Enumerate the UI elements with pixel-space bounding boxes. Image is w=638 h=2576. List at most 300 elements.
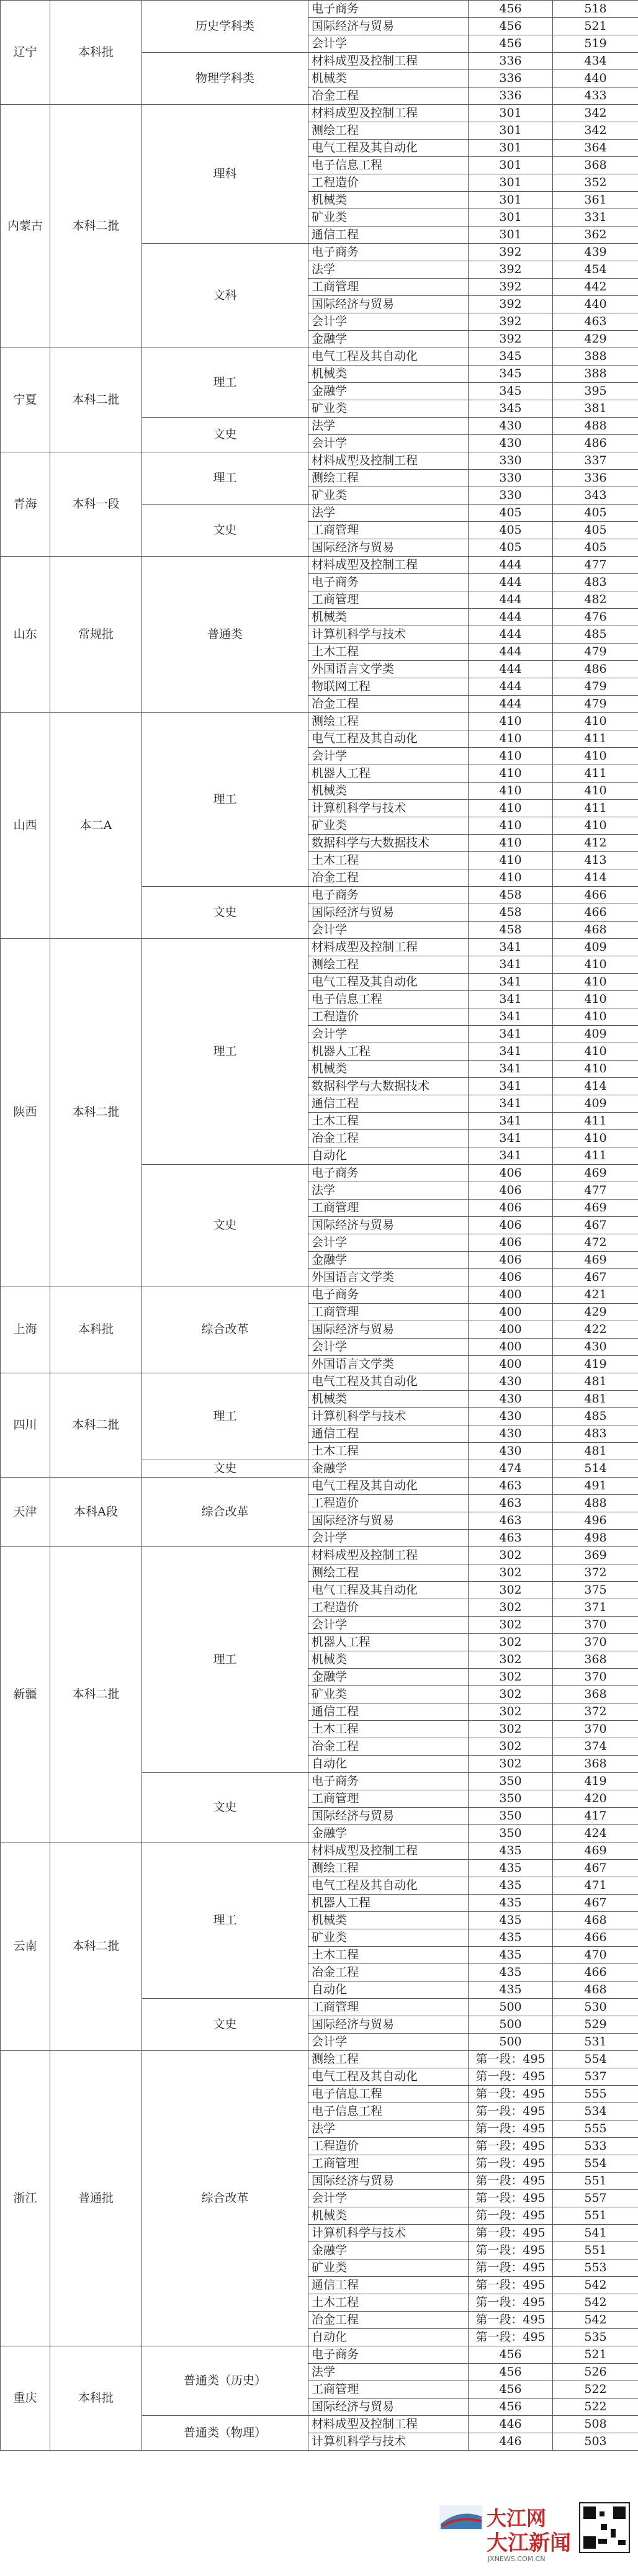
table-row [1,105,638,122]
batch-cell: 本科一段 [50,452,142,557]
control-line-cell: 430 [469,418,553,435]
category-cell: 理工 [142,1373,308,1460]
min-score-cell: 368 [553,1686,638,1703]
control-line-cell: 435 [469,1912,553,1929]
control-line-cell: 第一段：495 [469,2294,553,2312]
category-cell: 综合改革 [142,1478,308,1547]
major-cell: 工商管理 [308,2381,469,2399]
control-line-cell: 341 [469,1008,553,1026]
control-line-cell: 302 [469,1738,553,1756]
category-cell: 普通类（物理） [142,2416,308,2451]
control-line-cell: 341 [469,1113,553,1130]
major-cell: 土木工程 [308,2294,469,2312]
major-cell: 测绘工程 [308,2051,469,2068]
min-score-cell: 440 [553,296,638,313]
min-score-cell: 410 [553,1008,638,1026]
control-line-cell: 第一段：495 [469,2103,553,2120]
min-score-cell: 521 [553,2346,638,2364]
control-line-cell: 336 [469,88,553,105]
control-line-cell: 341 [469,974,553,991]
min-score-cell: 336 [553,470,638,487]
min-score-cell: 476 [553,609,638,626]
min-score-cell: 467 [553,1860,638,1877]
major-cell: 国际经济与贸易 [308,1321,469,1339]
province-cell: 山东 [1,557,50,713]
major-cell: 会计学 [308,2034,469,2051]
control-line-cell: 444 [469,574,553,591]
control-line-cell: 第一段：495 [469,2173,553,2190]
major-cell: 测绘工程 [308,1860,469,1877]
min-score-cell: 374 [553,1738,638,1756]
category-cell: 普通类 [142,557,308,713]
min-score-cell: 551 [553,2173,638,2190]
control-line-cell: 444 [469,626,553,644]
major-cell: 通信工程 [308,227,469,244]
control-line-cell: 336 [469,70,553,88]
min-score-cell: 409 [553,939,638,956]
table-body [1,1,638,2451]
major-cell: 外国语言文学类 [308,1269,469,1286]
min-score-cell: 508 [553,2416,638,2433]
control-line-cell: 第一段：495 [469,2260,553,2277]
major-cell: 会计学 [308,435,469,452]
table-row [1,1842,638,1860]
min-score-cell: 424 [553,1825,638,1842]
major-cell: 冶金工程 [308,1964,469,1981]
control-line-cell: 392 [469,313,553,331]
category-cell: 文史 [142,505,308,557]
control-line-cell: 406 [469,1217,553,1234]
control-line-cell: 435 [469,1877,553,1895]
province-cell: 辽宁 [1,1,50,105]
control-line-cell: 301 [469,105,553,122]
major-cell: 电气工程及其自动化 [308,1478,469,1495]
control-line-cell: 第一段：495 [469,2207,553,2225]
major-cell: 机械类 [308,1912,469,1929]
major-cell: 金融学 [308,331,469,348]
min-score-cell: 419 [553,1773,638,1790]
control-line-cell: 458 [469,922,553,939]
control-line-cell: 444 [469,609,553,626]
table-row [1,1,638,18]
control-line-cell: 500 [469,2016,553,2034]
min-score-cell: 467 [553,1895,638,1912]
major-cell: 材料成型及控制工程 [308,1842,469,1860]
major-cell: 土木工程 [308,1443,469,1460]
control-line-cell: 410 [469,835,553,852]
category-cell: 文科 [142,244,308,348]
control-line-cell: 301 [469,157,553,174]
control-line-cell: 410 [469,800,553,817]
control-line-cell: 406 [469,1252,553,1269]
control-line-cell: 444 [469,678,553,696]
major-cell: 通信工程 [308,2277,469,2294]
major-cell: 法学 [308,261,469,279]
min-score-cell: 364 [553,140,638,157]
control-line-cell: 302 [469,1564,553,1582]
control-line-cell: 446 [469,2433,553,2451]
major-cell: 国际经济与贸易 [308,2399,469,2416]
major-cell: 冶金工程 [308,88,469,105]
control-line-cell: 350 [469,1808,553,1825]
min-score-cell: 410 [553,956,638,974]
control-line-cell: 410 [469,730,553,748]
min-score-cell: 469 [553,1200,638,1217]
major-cell: 工商管理 [308,1999,469,2016]
min-score-cell: 554 [553,2155,638,2173]
province-cell: 上海 [1,1286,50,1373]
major-cell: 电气工程及其自动化 [308,1877,469,1895]
major-cell: 机械类 [308,70,469,88]
control-line-cell: 301 [469,122,553,140]
min-score-cell: 410 [553,783,638,800]
major-cell: 机械类 [308,2207,469,2225]
batch-cell: 本科二批 [50,348,142,452]
min-score-cell: 486 [553,661,638,678]
major-cell: 电气工程及其自动化 [308,974,469,991]
min-score-cell: 557 [553,2190,638,2207]
min-score-cell: 410 [553,1061,638,1078]
major-cell: 计算机科学与技术 [308,800,469,817]
control-line-cell: 456 [469,35,553,53]
control-line-cell: 435 [469,1964,553,1981]
major-cell: 工商管理 [308,522,469,539]
min-score-cell: 542 [553,2312,638,2329]
control-line-cell: 301 [469,192,553,209]
news-watermark [434,2499,633,2574]
min-score-cell: 555 [553,2086,638,2103]
major-cell: 国际经济与贸易 [308,1217,469,1234]
control-line-cell: 400 [469,1321,553,1339]
min-score-cell: 395 [553,383,638,400]
min-score-cell: 414 [553,869,638,887]
control-line-cell: 400 [469,1339,553,1356]
major-cell: 机器人工程 [308,1895,469,1912]
min-score-cell: 466 [553,904,638,922]
major-cell: 计算机科学与技术 [308,1408,469,1425]
min-score-cell: 485 [553,1408,638,1425]
min-score-cell: 530 [553,1999,638,2016]
control-line-cell: 392 [469,244,553,261]
control-line-cell: 410 [469,765,553,783]
min-score-cell: 369 [553,1547,638,1564]
batch-cell: 本科A段 [50,1478,142,1547]
major-cell: 机器人工程 [308,1634,469,1651]
control-line-cell: 302 [469,1669,553,1686]
major-cell: 冶金工程 [308,696,469,713]
control-line-cell: 第一段：495 [469,2051,553,2068]
control-line-cell: 330 [469,452,553,470]
control-line-cell: 430 [469,435,553,452]
control-line-cell: 301 [469,140,553,157]
major-cell: 测绘工程 [308,713,469,730]
min-score-cell: 467 [553,1269,638,1286]
min-score-cell: 388 [553,348,638,366]
min-score-cell: 467 [553,1217,638,1234]
min-score-cell: 503 [553,2433,638,2451]
min-score-cell: 521 [553,18,638,35]
major-cell: 数据科学与大数据技术 [308,835,469,852]
major-cell: 电气工程及其自动化 [308,140,469,157]
control-line-cell: 410 [469,817,553,835]
control-line-cell: 302 [469,1582,553,1599]
watermark-logo-icon [434,2499,633,2574]
control-line-cell: 第一段：495 [469,2225,553,2242]
major-cell: 会计学 [308,1530,469,1547]
min-score-cell: 469 [553,1842,638,1860]
min-score-cell: 411 [553,1113,638,1130]
batch-cell: 本科批 [50,1286,142,1373]
min-score-cell: 342 [553,105,638,122]
major-cell: 自动化 [308,2329,469,2346]
major-cell: 法学 [308,418,469,435]
major-cell: 材料成型及控制工程 [308,53,469,70]
min-score-cell: 410 [553,713,638,730]
min-score-cell: 488 [553,1495,638,1512]
major-cell: 机械类 [308,1651,469,1669]
category-cell: 理工 [142,1547,308,1773]
batch-cell: 本二A [50,713,142,939]
control-line-cell: 302 [469,1651,553,1669]
min-score-cell: 439 [553,244,638,261]
min-score-cell: 468 [553,922,638,939]
major-cell: 会计学 [308,1234,469,1252]
major-cell: 物联网工程 [308,678,469,696]
min-score-cell: 468 [553,1981,638,1999]
min-score-cell: 412 [553,835,638,852]
category-cell: 综合改革 [142,1286,308,1373]
batch-cell: 本科批 [50,2346,142,2451]
major-cell: 工商管理 [308,591,469,609]
min-score-cell: 375 [553,1582,638,1599]
major-cell: 法学 [308,1182,469,1200]
min-score-cell: 372 [553,1703,638,1721]
min-score-cell: 483 [553,574,638,591]
category-cell: 文史 [142,887,308,939]
min-score-cell: 422 [553,1321,638,1339]
control-line-cell: 第一段：495 [469,2120,553,2138]
min-score-cell: 454 [553,261,638,279]
major-cell: 矿业类 [308,209,469,227]
major-cell: 外国语言文学类 [308,661,469,678]
province-cell: 陕西 [1,939,50,1286]
min-score-cell: 410 [553,974,638,991]
table-row [1,2051,638,2068]
min-score-cell: 362 [553,227,638,244]
major-cell: 机械类 [308,1391,469,1408]
control-line-cell: 435 [469,1895,553,1912]
min-score-cell: 466 [553,887,638,904]
batch-cell: 本科批 [50,1,142,105]
major-cell: 电气工程及其自动化 [308,2068,469,2086]
min-score-cell: 370 [553,1617,638,1634]
major-cell: 机械类 [308,783,469,800]
control-line-cell: 341 [469,1043,553,1061]
major-cell: 矿业类 [308,2260,469,2277]
control-line-cell: 341 [469,1078,553,1095]
min-score-cell: 410 [553,817,638,835]
control-line-cell: 302 [469,1756,553,1773]
min-score-cell: 410 [553,1043,638,1061]
control-line-cell: 302 [469,1703,553,1721]
control-line-cell: 410 [469,852,553,869]
min-score-cell: 405 [553,505,638,522]
min-score-cell: 541 [553,2225,638,2242]
major-cell: 矿业类 [308,400,469,418]
control-line-cell: 435 [469,1842,553,1860]
control-line-cell: 500 [469,2034,553,2051]
control-line-cell: 405 [469,522,553,539]
control-line-cell: 第一段：495 [469,2086,553,2103]
control-line-cell: 第一段：495 [469,2068,553,2086]
major-cell: 电气工程及其自动化 [308,730,469,748]
major-cell: 机械类 [308,192,469,209]
major-cell: 计算机科学与技术 [308,626,469,644]
batch-cell: 本科二批 [50,939,142,1286]
min-score-cell: 469 [553,1165,638,1182]
major-cell: 冶金工程 [308,1130,469,1147]
control-line-cell: 444 [469,644,553,661]
major-cell: 冶金工程 [308,869,469,887]
control-line-cell: 301 [469,174,553,192]
major-cell: 电子商务 [308,1,469,18]
major-cell: 国际经济与贸易 [308,1512,469,1530]
min-score-cell: 405 [553,522,638,539]
min-score-cell: 352 [553,174,638,192]
major-cell: 金融学 [308,1252,469,1269]
min-score-cell: 542 [553,2277,638,2294]
category-cell: 理工 [142,452,308,505]
province-cell: 云南 [1,1842,50,2051]
category-cell: 理科 [142,105,308,244]
min-score-cell: 429 [553,1304,638,1321]
major-cell: 会计学 [308,922,469,939]
major-cell: 电气工程及其自动化 [308,1373,469,1391]
control-line-cell: 463 [469,1512,553,1530]
min-score-cell: 481 [553,1443,638,1460]
major-cell: 电子信息工程 [308,2086,469,2103]
min-score-cell: 410 [553,748,638,765]
min-score-cell: 483 [553,1425,638,1443]
min-score-cell: 554 [553,2051,638,2068]
batch-cell: 本科二批 [50,105,142,348]
control-line-cell: 350 [469,1773,553,1790]
major-cell: 国际经济与贸易 [308,2173,469,2190]
table-row [1,713,638,730]
category-cell: 理工 [142,939,308,1165]
min-score-cell: 433 [553,88,638,105]
min-score-cell: 331 [553,209,638,227]
min-score-cell: 371 [553,1599,638,1617]
control-line-cell: 430 [469,1425,553,1443]
min-score-cell: 491 [553,1478,638,1495]
table-row [1,1547,638,1564]
min-score-cell: 368 [553,1651,638,1669]
control-line-cell: 302 [469,1686,553,1703]
table-row [1,1478,638,1495]
major-cell: 测绘工程 [308,122,469,140]
watermark-brand: 大江网 [487,2506,546,2530]
control-line-cell: 444 [469,557,553,574]
control-line-cell: 430 [469,1408,553,1425]
major-cell: 材料成型及控制工程 [308,1547,469,1564]
control-line-cell: 410 [469,713,553,730]
control-line-cell: 456 [469,2364,553,2381]
min-score-cell: 535 [553,2329,638,2346]
major-cell: 数据科学与大数据技术 [308,1078,469,1095]
control-line-cell: 392 [469,296,553,313]
min-score-cell: 519 [553,35,638,53]
min-score-cell: 440 [553,70,638,88]
major-cell: 国际经济与贸易 [308,539,469,557]
control-line-cell: 406 [469,1269,553,1286]
min-score-cell: 370 [553,1669,638,1686]
control-line-cell: 301 [469,209,553,227]
major-cell: 工商管理 [308,279,469,296]
min-score-cell: 485 [553,626,638,644]
min-score-cell: 486 [553,435,638,452]
watermark-url: JXNEWS.COM.CN [487,2555,546,2563]
control-line-cell: 第一段：495 [469,2155,553,2173]
control-line-cell: 350 [469,1825,553,1842]
control-line-cell: 405 [469,505,553,522]
table-row [1,1286,638,1304]
min-score-cell: 368 [553,1756,638,1773]
control-line-cell: 400 [469,1356,553,1373]
control-line-cell: 463 [469,1530,553,1547]
min-score-cell: 470 [553,1947,638,1964]
min-score-cell: 551 [553,2242,638,2260]
min-score-cell: 496 [553,1512,638,1530]
major-cell: 机器人工程 [308,1043,469,1061]
min-score-cell: 488 [553,418,638,435]
major-cell: 机器人工程 [308,765,469,783]
category-cell: 物理学科类 [142,53,308,105]
major-cell: 通信工程 [308,1425,469,1443]
table-row [1,2346,638,2364]
batch-cell: 本科二批 [50,1373,142,1478]
control-line-cell: 406 [469,1200,553,1217]
major-cell: 会计学 [308,1339,469,1356]
control-line-cell: 456 [469,2381,553,2399]
control-line-cell: 392 [469,331,553,348]
min-score-cell: 430 [553,1339,638,1356]
major-cell: 测绘工程 [308,956,469,974]
min-score-cell: 477 [553,1182,638,1200]
control-line-cell: 405 [469,539,553,557]
min-score-cell: 420 [553,1790,638,1808]
control-line-cell: 341 [469,1061,553,1078]
major-cell: 金融学 [308,383,469,400]
major-cell: 计算机科学与技术 [308,2433,469,2451]
min-score-cell: 410 [553,991,638,1008]
category-cell: 文史 [142,418,308,452]
major-cell: 通信工程 [308,1703,469,1721]
min-score-cell: 479 [553,644,638,661]
major-cell: 国际经济与贸易 [308,1808,469,1825]
major-cell: 工程造价 [308,1599,469,1617]
major-cell: 会计学 [308,1617,469,1634]
major-cell: 材料成型及控制工程 [308,2416,469,2433]
major-cell: 会计学 [308,35,469,53]
control-line-cell: 302 [469,1617,553,1634]
major-cell: 材料成型及控制工程 [308,452,469,470]
major-cell: 土木工程 [308,1947,469,1964]
major-cell: 电子商务 [308,1286,469,1304]
control-line-cell: 435 [469,1929,553,1947]
batch-cell: 常规批 [50,557,142,713]
control-line-cell: 463 [469,1478,553,1495]
